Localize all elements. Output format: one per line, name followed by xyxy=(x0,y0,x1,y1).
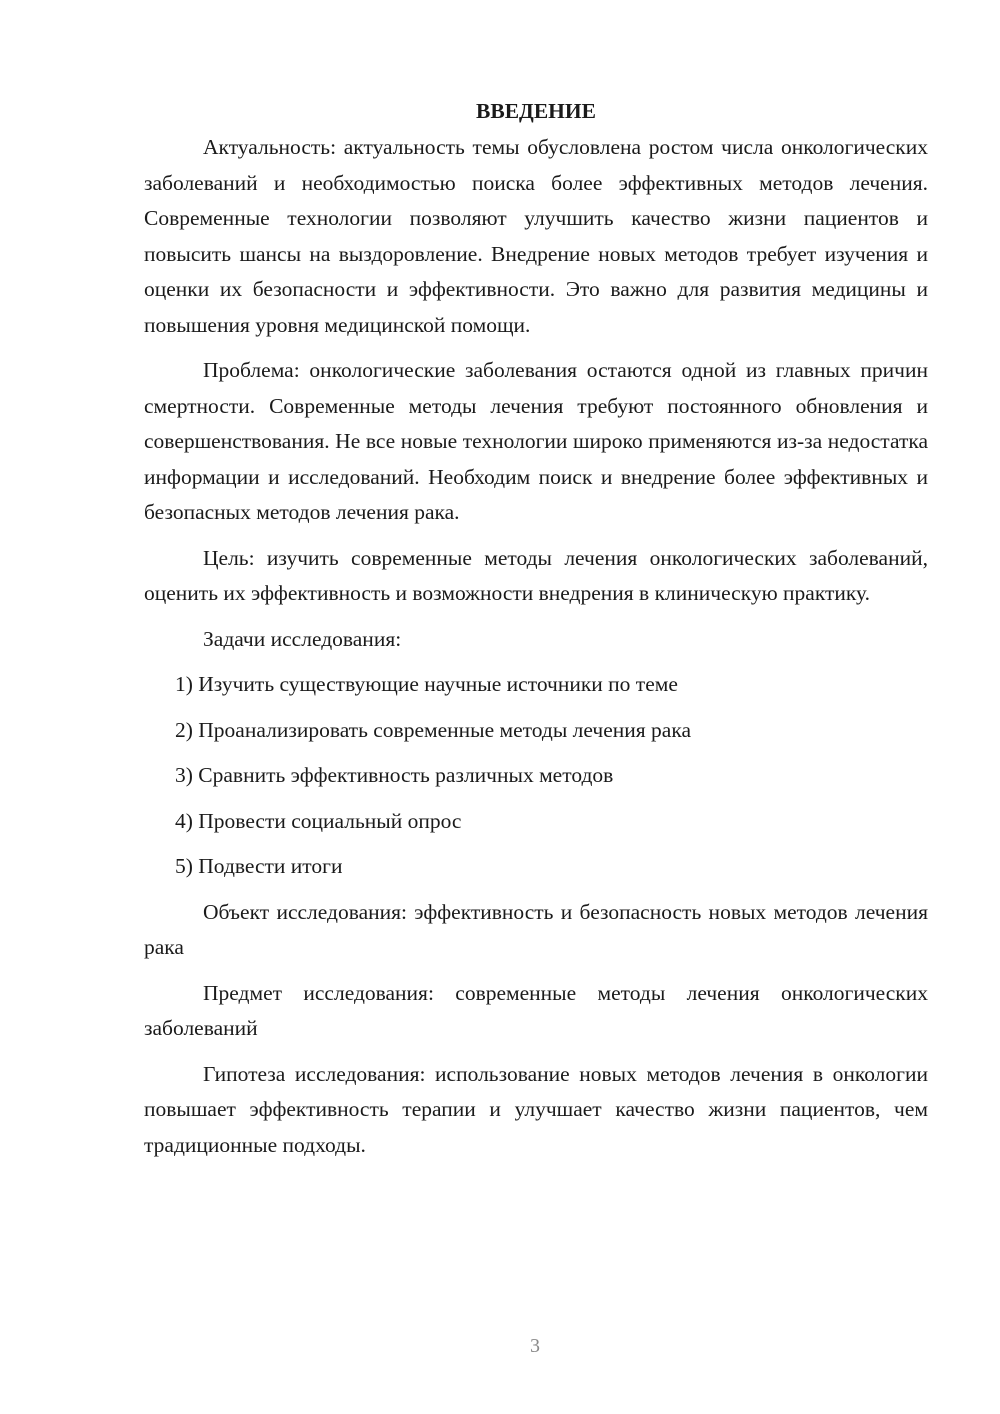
goal-paragraph: Цель: изучить современные методы лечения онкологических заболеваний, оценить их эффективность и возможности внедрения в клиническую практику. xyxy=(144,545,928,605)
subject-paragraph: Предмет исследования: современные методы лечения онкологических заболеваний xyxy=(144,980,928,1040)
section-title: ВВЕДЕНИЕ xyxy=(476,99,596,123)
page-content xyxy=(144,96,928,1173)
task-item-5: 5) Подвести итоги xyxy=(175,854,343,878)
task-item-2: 2) Проанализировать современные методы лечения рака xyxy=(175,717,691,742)
task-item-1: 1) Изучить существующие научные источники по теме xyxy=(175,672,678,696)
hypothesis-paragraph: Гипотеза исследования: использование новых методов лечения в онкологии повышает эффективность терапии и улучшает качество жизни пациентов, чем традиционные подходы. xyxy=(144,1061,928,1157)
problem-paragraph: Проблема: онкологические заболевания остаются одной из главных причин смертности. Современные методы лечения требуют постоянного обновления и совершенствования. Не все новые технологии широко применяются из-за недостатка информации и исследований. Необходим поиск и внедрение более эффективных и безопасных методов лечения рака. xyxy=(144,358,928,524)
object-paragraph: Объект исследования: эффективность и безопасность новых методов лечения рака xyxy=(144,899,928,959)
task-item-3: 3) Сравнить эффективность различных методов xyxy=(175,763,614,787)
task-item-4: 4) Провести социальный опрос xyxy=(175,808,462,833)
relevance-paragraph: Актуальность: актуальность темы обусловлена ростом числа онкологических заболеваний и необходимостью поиска более эффективных методов лечения. Современные технологии позволяют улучшить качество жизни пациентов и повысить шансы на выздоровление. Внедрение новых методов требует изучения и оценки их безопасности и эффективности. Это важно для развития медицины и повышения уровня медицинской помощи. xyxy=(144,135,928,337)
page-number: 3 xyxy=(530,1335,540,1357)
tasks-list xyxy=(144,667,928,885)
tasks-heading: Задачи исследования: xyxy=(203,626,402,651)
